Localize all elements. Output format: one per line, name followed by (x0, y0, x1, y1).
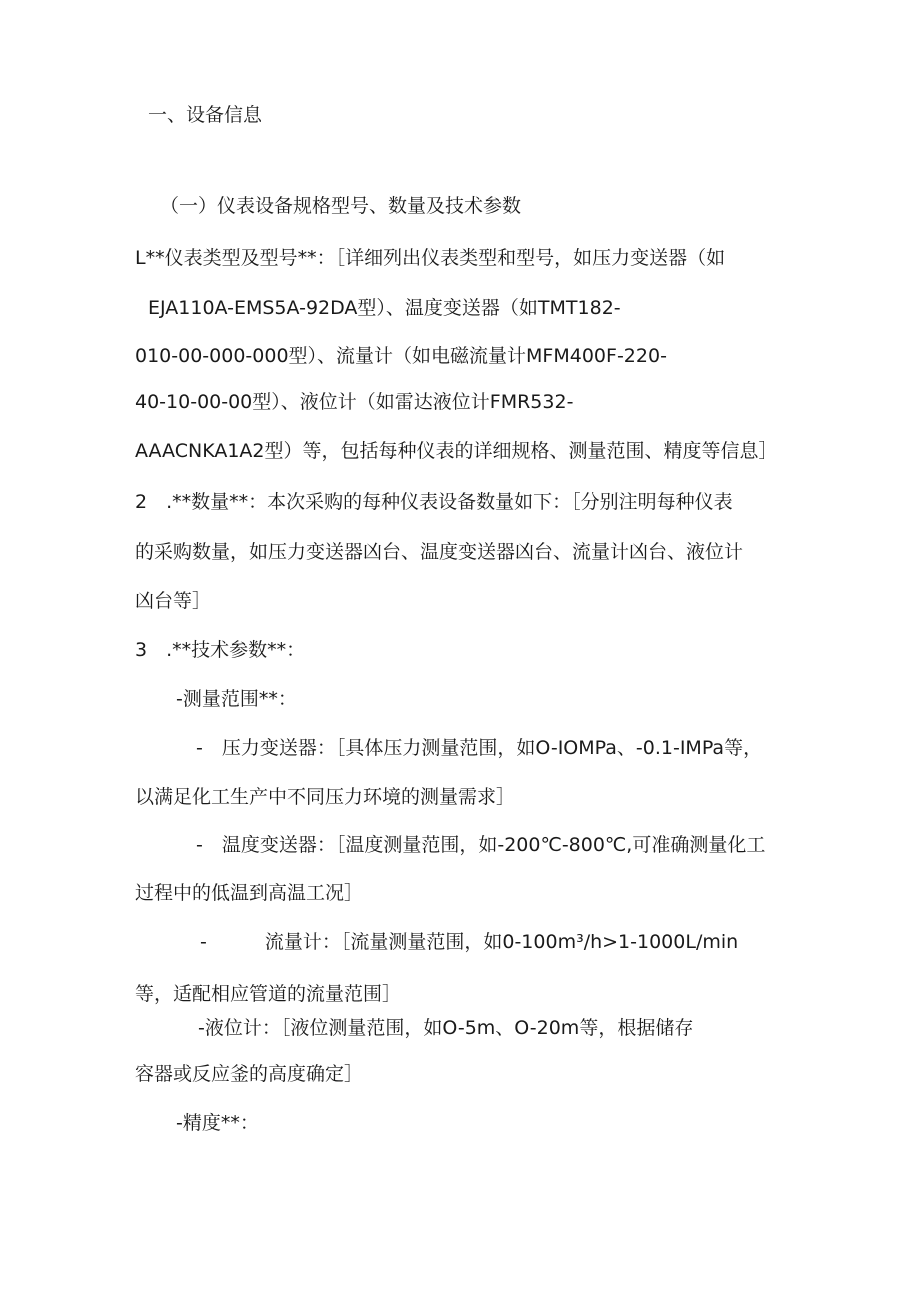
item1-line3: 010-00-000-000型）、流量计（如电磁流量计MFM400F-220- (135, 345, 667, 367)
pressure-line1: - 压力变送器：［具体压力测量范围，如O-IOMPa、-0.1-IMPa等， (196, 737, 763, 759)
temperature-line1: - 温度变送器：［温度测量范围，如-200℃-800℃,可准确测量化工 (196, 834, 766, 856)
flow-line1 (200, 929, 738, 955)
item2-line1: 2 .**数量**：本次采购的每种仪表设备数量如下：［分别注明每种仪表 (135, 491, 733, 513)
level-line1: -液位计：［液位测量范围，如O-5m、O-20m等，根据储存 (198, 1017, 694, 1039)
item3-heading: 3 .**技术参数**： (135, 639, 306, 661)
item1-line2: EJA110A-EMS5A-92DA型）、温度变送器（如TMT182- (148, 297, 621, 319)
item2-line3: 凶台等］ (135, 590, 212, 612)
subsection-heading: （一）仪表设备规格型号、数量及技术参数 (160, 195, 522, 217)
flow-text: 流量计：［流量测量范围，如0-100m³/h>1-1000L/min (264, 931, 739, 953)
range-heading: -测量范围**： (176, 688, 297, 710)
item1-line5: AAACNKA1A2型）等，包括每种仪表的详细规格、测量范围、精度等信息］ (135, 440, 778, 462)
accuracy-heading: -精度**： (176, 1112, 259, 1134)
item1-line4: 40-10-00-00型）、液位计（如雷达液位计FMR532- (135, 391, 574, 413)
section-heading: 一、设备信息 (148, 104, 263, 126)
level-line2: 容器或反应釜的高度确定］ (135, 1063, 364, 1085)
flow-line2: 等，适配相应管道的流量范围］ (135, 983, 402, 1005)
flow-dash: - (200, 931, 207, 953)
item1-line1: L**仪表类型及型号**：［详细列出仪表类型和型号，如压力变送器（如 (135, 247, 726, 269)
pressure-line2: 以满足化工生产中不同压力环境的测量需求］ (135, 786, 516, 808)
temperature-line2: 过程中的低温到高温工况］ (135, 882, 364, 904)
item2-line2: 的采购数量，如压力变送器凶台、温度变送器凶台、流量计凶台、液位计 (135, 541, 744, 563)
